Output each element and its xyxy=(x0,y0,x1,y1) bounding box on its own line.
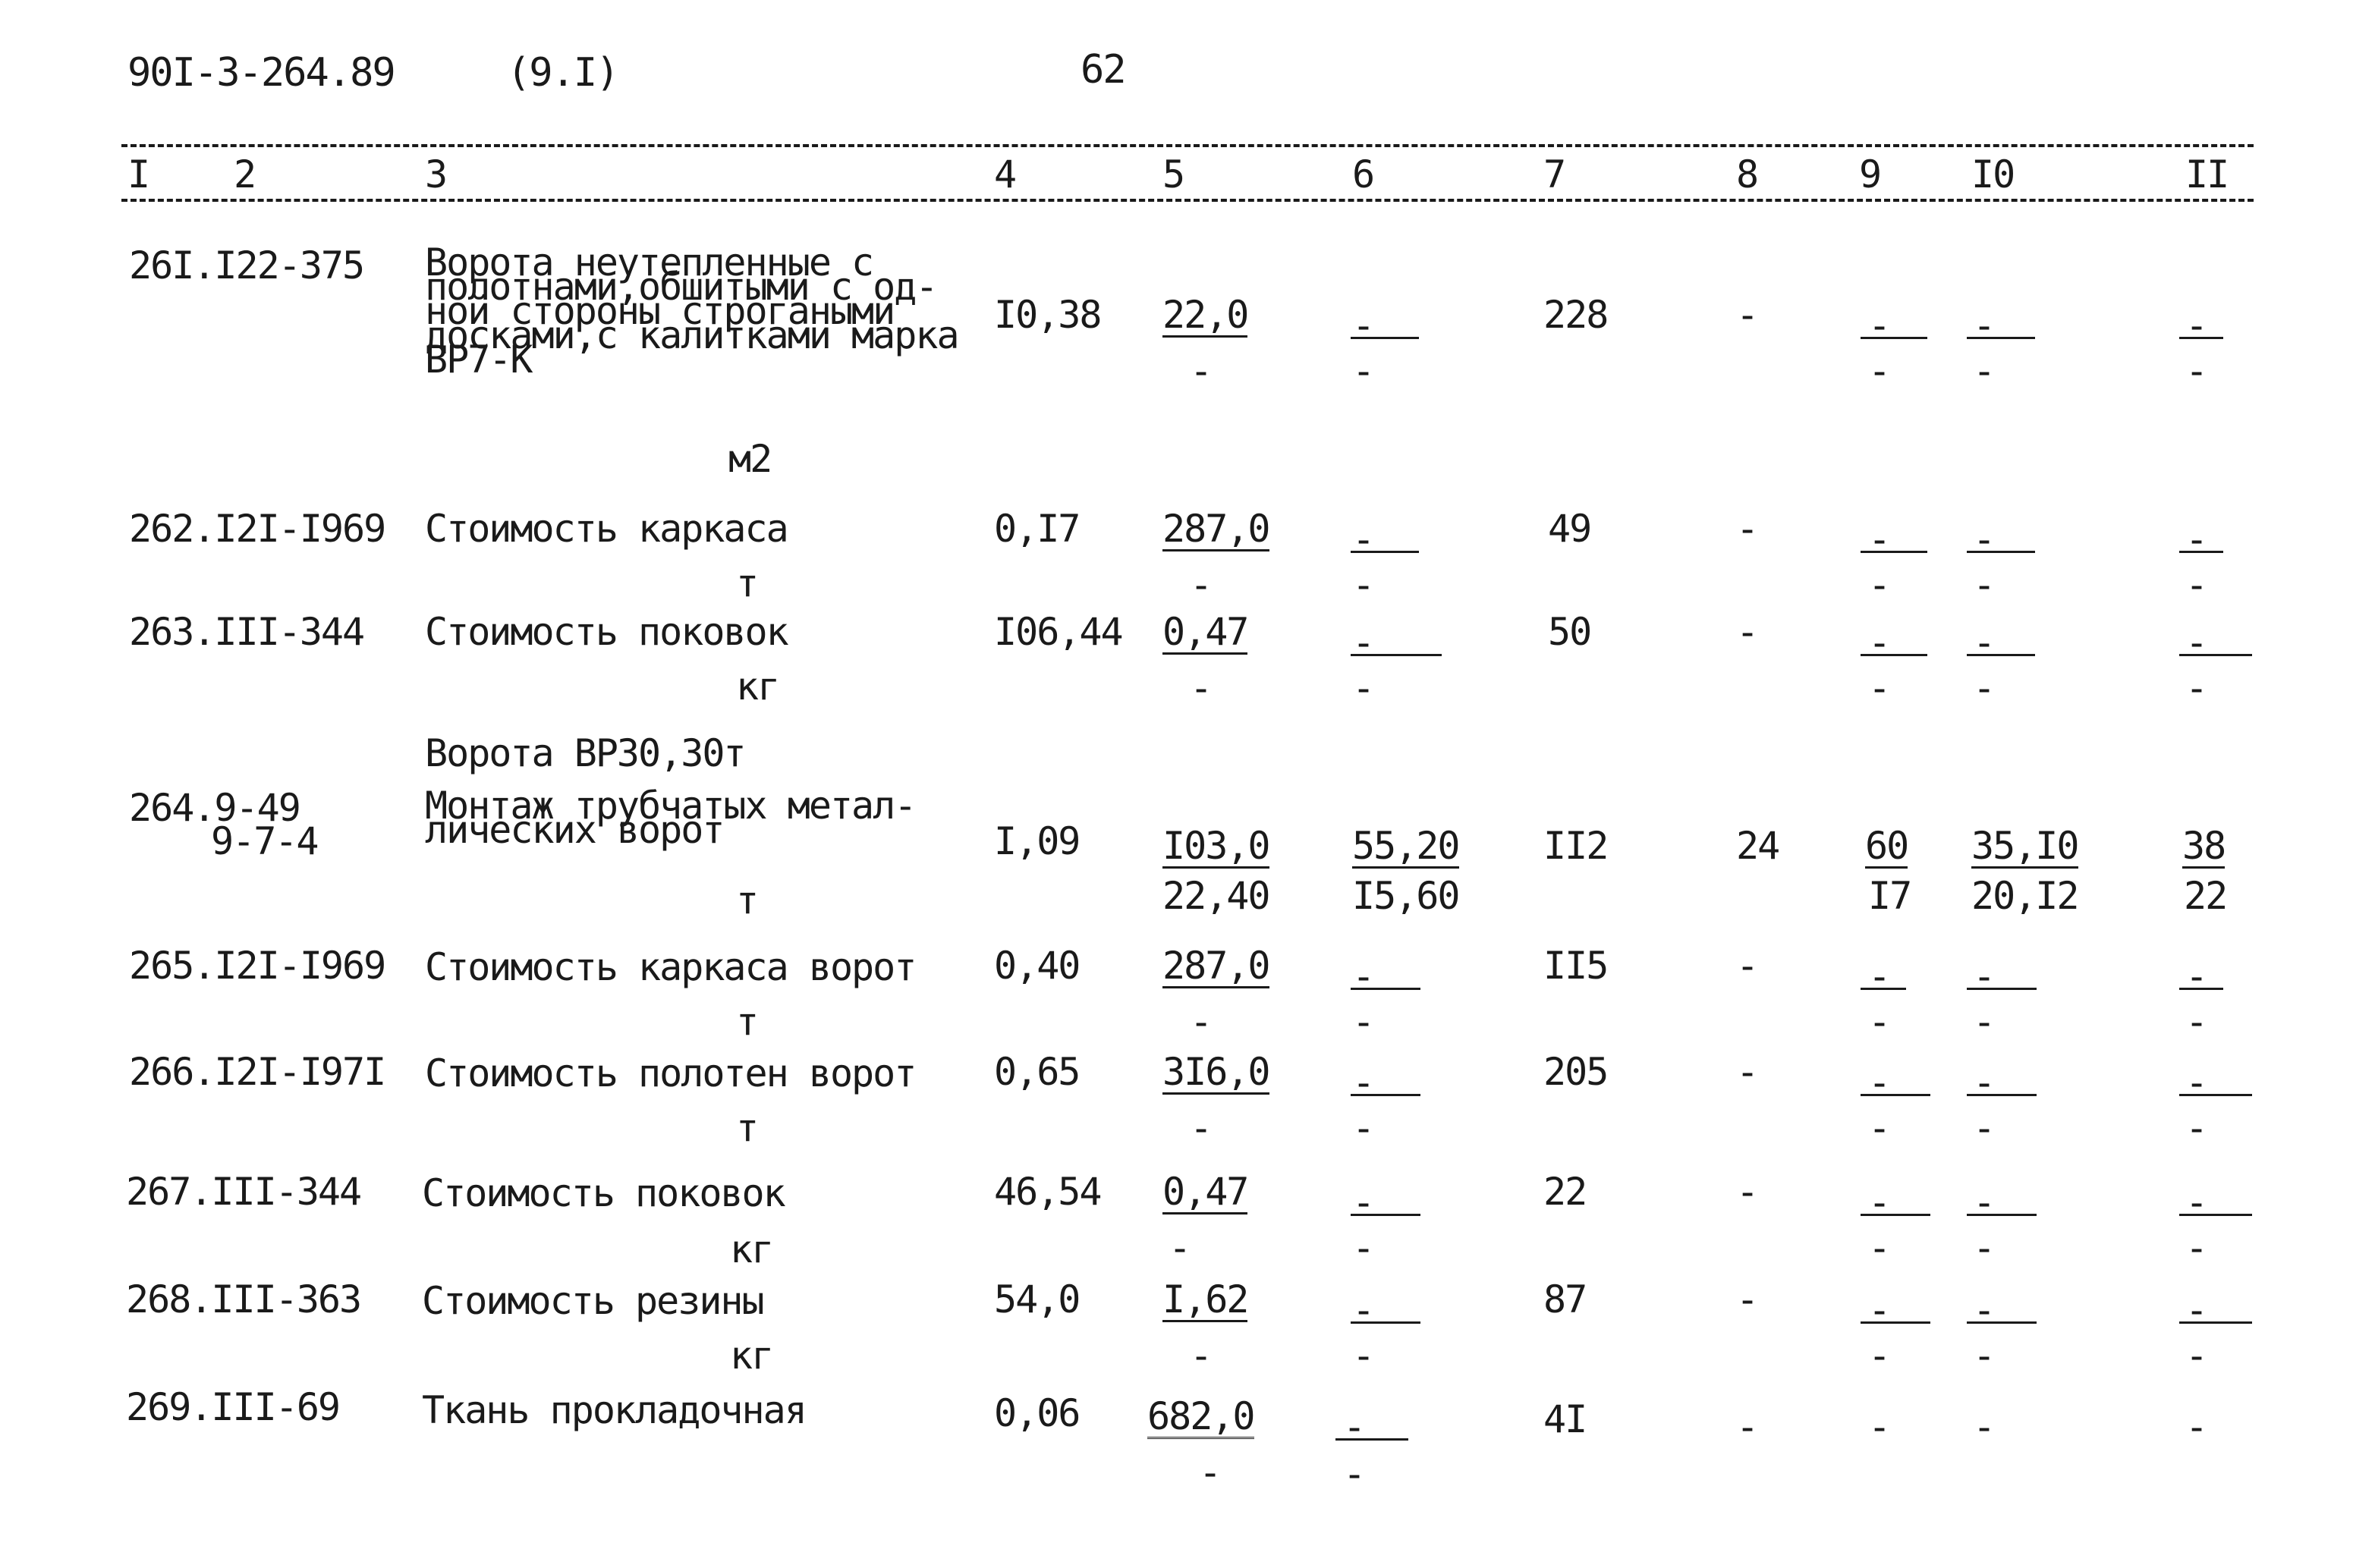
row-qty: I06,44 xyxy=(994,610,1122,654)
row-col7: 87 xyxy=(1543,1277,1587,1321)
row-name: Стоимость поковок xyxy=(425,610,788,654)
row-col6-top: - xyxy=(1352,621,1374,665)
row-qty: 54,0 xyxy=(994,1277,1080,1321)
row-col11-top: - xyxy=(2185,1288,2207,1332)
row-col7: 49 xyxy=(1548,507,1591,551)
row-qty: 0,65 xyxy=(994,1050,1080,1094)
row-col7: II2 xyxy=(1543,824,1608,868)
row-col9-top: 60 xyxy=(1865,824,1908,868)
row-col6-bottom: - xyxy=(1352,666,1374,710)
row-col9-top: - xyxy=(1868,1288,1890,1332)
row-col7: 228 xyxy=(1543,293,1608,337)
row-code: 268.III-363 xyxy=(126,1277,361,1321)
fraction-line xyxy=(1351,551,1419,553)
row-col8: - xyxy=(1736,944,1758,988)
row-col6-top: - xyxy=(1352,954,1374,998)
row-col9-top: - xyxy=(1868,1180,1890,1224)
row-col5-top: 0,47 xyxy=(1162,610,1248,654)
col-header-2: 2 xyxy=(234,152,256,196)
row-col7: 22 xyxy=(1543,1170,1587,1214)
row-col10-bottom: - xyxy=(1973,1106,1995,1150)
fraction-line xyxy=(1861,988,1906,990)
fraction-line xyxy=(2179,1321,2252,1324)
fraction-line xyxy=(1861,654,1927,656)
row-col10-bottom: - xyxy=(1973,1000,1995,1044)
row-col11-bottom: - xyxy=(2185,1334,2207,1378)
row-col5-top: 3I6,0 xyxy=(1162,1050,1269,1094)
col-header-8: 8 xyxy=(1736,152,1758,196)
row-unit: кг xyxy=(730,1227,773,1271)
fraction-line xyxy=(1967,1321,2037,1324)
row-unit: т xyxy=(736,1000,758,1044)
row-col10-bottom: - xyxy=(1973,1226,1995,1270)
row-col9-bottom: - xyxy=(1868,666,1890,710)
row-col6-top: - xyxy=(1352,517,1374,561)
fraction-line xyxy=(2179,337,2223,339)
row-col9-bottom: - xyxy=(1868,563,1890,607)
row-col5-bottom: - xyxy=(1199,1450,1221,1494)
row-col10-bottom: - xyxy=(1973,1334,1995,1378)
row-code: 263.III-344 xyxy=(129,610,364,654)
header-rule-top xyxy=(121,144,2254,147)
row-col9-bottom: - xyxy=(1868,349,1890,393)
row-col10: - xyxy=(1973,1405,1995,1449)
fraction-line xyxy=(2179,988,2223,990)
row-col6-bottom: - xyxy=(1343,1452,1365,1496)
col-header-6: 6 xyxy=(1352,152,1374,196)
row-col5-bottom: - xyxy=(1190,1000,1212,1044)
row-col8: - xyxy=(1736,293,1758,337)
row-col8: - xyxy=(1736,1170,1758,1214)
fraction-line xyxy=(1967,1094,2037,1096)
row-name: Стоимость полотен ворот xyxy=(425,1051,916,1095)
row-col6-top: - xyxy=(1352,303,1374,347)
row-col5-bottom: - xyxy=(1190,1334,1212,1378)
fraction-line xyxy=(1861,1214,1930,1216)
row-col11-bottom: - xyxy=(2185,666,2207,710)
row-col11-top: - xyxy=(2185,303,2207,347)
row-col5-top: 22,0 xyxy=(1162,293,1248,337)
row-col7: 205 xyxy=(1543,1050,1608,1094)
row-col9-bottom: - xyxy=(1868,1226,1890,1270)
col-header-9: 9 xyxy=(1859,152,1881,196)
row-col9-top: - xyxy=(1868,517,1890,561)
row-col9-top: - xyxy=(1868,954,1890,998)
row-col9-bottom: - xyxy=(1868,1334,1890,1378)
row-col11-top: - xyxy=(2185,1061,2207,1105)
row-col6-top: 55,20 xyxy=(1352,824,1459,868)
row-unit: кг xyxy=(736,665,779,709)
row-col5-top: 682,0 xyxy=(1147,1394,1254,1438)
row-code: 265.I2I-I969 xyxy=(129,944,385,988)
fraction-line xyxy=(1351,988,1420,990)
row-col11-top: 38 xyxy=(2182,824,2226,868)
row-col10-top: - xyxy=(1973,954,1995,998)
col-header-11: II xyxy=(2185,152,2229,196)
row-name: Стоимость поковок xyxy=(422,1171,785,1215)
row-col11-bottom: 22 xyxy=(2184,874,2227,918)
fraction-line xyxy=(1861,1321,1930,1324)
row-col10-bottom: 20,I2 xyxy=(1971,874,2078,918)
row-col7: II5 xyxy=(1543,944,1608,988)
col-header-5: 5 xyxy=(1162,152,1184,196)
row-qty: 46,54 xyxy=(994,1170,1101,1214)
fraction-line xyxy=(1351,1094,1420,1096)
row-col5-top: 287,0 xyxy=(1162,507,1269,551)
row-unit: т xyxy=(736,561,758,605)
row-qty: 0,I7 xyxy=(994,507,1080,551)
row-unit: м2 xyxy=(728,437,772,481)
row-col10-top: - xyxy=(1973,303,1995,347)
fraction-line xyxy=(1351,654,1442,656)
row-col6-bottom: - xyxy=(1352,1000,1374,1044)
fraction-line xyxy=(1967,337,2035,339)
row-col9-bottom: - xyxy=(1868,1106,1890,1150)
row-col11-bottom: - xyxy=(2185,1000,2207,1044)
row-col11-bottom: - xyxy=(2185,563,2207,607)
fraction-line xyxy=(1335,1438,1408,1441)
row-name: Стоимость каркаса ворот xyxy=(425,945,916,989)
row-code-secondary: 9-7-4 xyxy=(211,819,318,863)
col-header-1: I xyxy=(127,152,149,196)
row-col8: - xyxy=(1736,507,1758,551)
row-qty: 0,06 xyxy=(994,1391,1080,1435)
row-col5-top: 287,0 xyxy=(1162,944,1269,988)
col-header-4: 4 xyxy=(994,152,1016,196)
row-name: Монтаж трубчатых метал- лических ворот xyxy=(425,784,916,852)
row-col5-bottom: - xyxy=(1190,1106,1212,1150)
row-col9-bottom: - xyxy=(1868,1000,1890,1044)
row-col7: 4I xyxy=(1543,1397,1587,1441)
fraction-line xyxy=(2179,1094,2252,1096)
row-unit: кг xyxy=(730,1334,773,1378)
fraction-line xyxy=(1351,1214,1420,1216)
doc-code: 90I-3-264.89 xyxy=(127,50,395,96)
row-code: 269.III-69 xyxy=(126,1385,340,1429)
row-code: 264.9-49 xyxy=(129,786,300,830)
fraction-line xyxy=(1967,654,2035,656)
row-code: 262.I2I-I969 xyxy=(129,507,385,551)
row-col11-bottom: - xyxy=(2185,349,2207,393)
row-col11-bottom: - xyxy=(2185,1106,2207,1150)
row-col5-top: 0,47 xyxy=(1162,1170,1248,1214)
row-qty: I0,38 xyxy=(994,293,1101,337)
row-name: Ворота неутепленные с полотнами,обшитыми с од- ной стороны строгаными досками,с калитками марка ВР7-К xyxy=(425,240,958,382)
row-col8: - xyxy=(1736,610,1758,654)
row-col11: - xyxy=(2185,1405,2207,1449)
row-col9-top: - xyxy=(1868,621,1890,665)
row-code: 26I.I22-375 xyxy=(129,244,364,288)
col-header-3: 3 xyxy=(425,152,447,196)
col-header-7: 7 xyxy=(1543,152,1565,196)
row-col10-top: - xyxy=(1973,621,1995,665)
row-col10-top: - xyxy=(1973,1180,1995,1224)
fraction-line xyxy=(1351,337,1419,339)
row-unit: т xyxy=(736,878,758,922)
group-title: Ворота ВР30,30т xyxy=(425,731,745,775)
row-col9: - xyxy=(1868,1405,1890,1449)
row-col10-bottom: - xyxy=(1973,349,1995,393)
row-col9-top: - xyxy=(1868,303,1890,347)
row-col11-top: - xyxy=(2185,954,2207,998)
row-col6-bottom: - xyxy=(1352,563,1374,607)
fraction-line xyxy=(2179,1214,2252,1216)
row-col6-top: - xyxy=(1352,1288,1374,1332)
row-col8: 24 xyxy=(1736,824,1779,868)
row-col11-top: - xyxy=(2185,1180,2207,1224)
row-col11-bottom: - xyxy=(2185,1226,2207,1270)
row-col5-bottom: - xyxy=(1190,666,1212,710)
fraction-line xyxy=(2179,654,2252,656)
fraction-line xyxy=(2179,551,2223,553)
row-col6-bottom: - xyxy=(1352,1106,1374,1150)
fraction-line xyxy=(1967,551,2035,553)
row-col10-top: - xyxy=(1973,1288,1995,1332)
row-col5-bottom: 22,40 xyxy=(1162,874,1269,918)
row-col10-bottom: - xyxy=(1973,563,1995,607)
row-col9-top: - xyxy=(1868,1061,1890,1105)
fraction-line xyxy=(1351,1321,1420,1324)
row-col5-bottom: - xyxy=(1169,1226,1191,1270)
row-col5-top: I,62 xyxy=(1162,1277,1248,1321)
row-col10-top: 35,I0 xyxy=(1971,824,2078,868)
fraction-line xyxy=(1967,1214,2037,1216)
row-col11-top: - xyxy=(2185,517,2207,561)
row-col6-top: - xyxy=(1343,1405,1365,1449)
fraction-line xyxy=(1861,337,1927,339)
col-header-10: I0 xyxy=(1971,152,2015,196)
page-number: 62 xyxy=(1081,47,1125,93)
row-col11-top: - xyxy=(2185,621,2207,665)
row-code: 266.I2I-I97I xyxy=(129,1050,385,1094)
row-col6-top: - xyxy=(1352,1180,1374,1224)
row-col6-bottom: - xyxy=(1352,1334,1374,1378)
header-rule-bottom xyxy=(121,199,2254,202)
row-col10-top: - xyxy=(1973,1061,1995,1105)
row-name: Ткань прокладочная xyxy=(422,1388,806,1432)
row-col6-bottom: - xyxy=(1352,1226,1374,1270)
row-col5-bottom: - xyxy=(1190,349,1212,393)
row-col5-bottom: - xyxy=(1190,563,1212,607)
fraction-line xyxy=(1861,1094,1930,1096)
section-number: (9.I) xyxy=(507,50,618,96)
row-col6-bottom: I5,60 xyxy=(1352,874,1459,918)
fraction-line xyxy=(1861,551,1927,553)
row-qty: 0,40 xyxy=(994,944,1080,988)
row-code: 267.III-344 xyxy=(126,1170,361,1214)
row-col9-bottom: I7 xyxy=(1868,874,1911,918)
row-col10-bottom: - xyxy=(1973,666,1995,710)
row-col8: - xyxy=(1736,1050,1758,1094)
row-qty: I,09 xyxy=(994,819,1080,863)
row-col7: 50 xyxy=(1548,610,1591,654)
row-unit: т xyxy=(736,1106,758,1150)
row-col10-top: - xyxy=(1973,517,1995,561)
row-col6-bottom: - xyxy=(1352,349,1374,393)
row-col6-top: - xyxy=(1352,1061,1374,1105)
row-name: Стоимость резины xyxy=(422,1279,763,1323)
row-col8: - xyxy=(1736,1277,1758,1321)
row-name: Стоимость каркаса xyxy=(425,507,788,551)
row-col5-top: I03,0 xyxy=(1162,824,1269,868)
fraction-line xyxy=(1967,988,2037,990)
row-col8: - xyxy=(1736,1405,1758,1449)
